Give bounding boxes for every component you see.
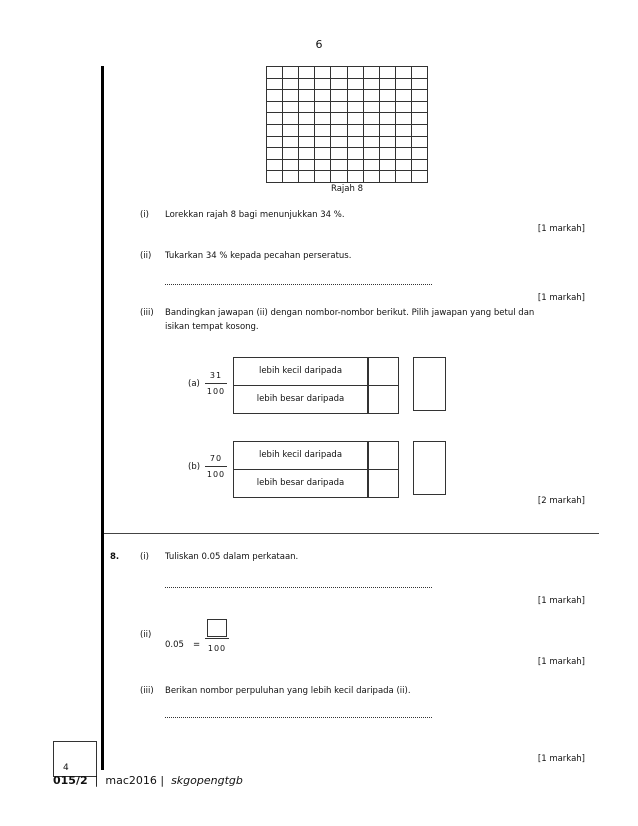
grid-cell[interactable] bbox=[315, 125, 331, 137]
grid-cell[interactable] bbox=[283, 148, 299, 160]
footer bbox=[53, 774, 243, 787]
grid-cell[interactable] bbox=[396, 137, 412, 149]
grid-cell[interactable] bbox=[396, 113, 412, 125]
grid-cell[interactable] bbox=[412, 171, 428, 183]
grid-cell[interactable] bbox=[315, 90, 331, 102]
grid-cell[interactable] bbox=[331, 102, 347, 114]
fraction-bar bbox=[205, 466, 227, 467]
grid-cell[interactable] bbox=[283, 90, 299, 102]
grid-cell[interactable] bbox=[299, 148, 315, 160]
grid-cell[interactable] bbox=[267, 79, 283, 91]
fraction-31-100 bbox=[205, 371, 227, 396]
tick-boxes-b bbox=[368, 441, 399, 498]
grid-cell[interactable] bbox=[267, 67, 283, 79]
grid-cell[interactable] bbox=[364, 113, 380, 125]
q8-i-text: Tuliskan 0.05 dalam perkataan. bbox=[165, 552, 299, 562]
equals-sign: = bbox=[193, 640, 201, 650]
choice-table-b bbox=[233, 441, 368, 498]
grid-cell[interactable] bbox=[348, 160, 364, 172]
box-number: 4 bbox=[63, 763, 69, 773]
fraction-bar bbox=[205, 638, 229, 639]
grid-cell[interactable] bbox=[412, 90, 428, 102]
grid-cell[interactable] bbox=[348, 137, 364, 149]
grid-cell[interactable] bbox=[364, 90, 380, 102]
figure-caption: Rajah 8 bbox=[331, 184, 363, 194]
option-greater-a: lebih besar daripada bbox=[256, 394, 345, 404]
fraction-numerator: 31 bbox=[209, 371, 223, 380]
grid-cell[interactable] bbox=[412, 113, 428, 125]
grid-cell[interactable] bbox=[283, 137, 299, 149]
grid-cell[interactable] bbox=[267, 102, 283, 114]
footer-sep-1: | bbox=[94, 774, 99, 787]
grid-cell[interactable] bbox=[267, 148, 283, 160]
grid-cell[interactable] bbox=[331, 67, 347, 79]
fraction-numerator: 70 bbox=[209, 454, 223, 463]
grid-cell[interactable] bbox=[396, 79, 412, 91]
footer-site: skgopengtgb bbox=[171, 774, 243, 787]
part-a-label: (a) bbox=[188, 379, 200, 389]
fraction-bar bbox=[205, 383, 227, 384]
grid-cell[interactable] bbox=[315, 171, 331, 183]
grid-cell[interactable] bbox=[396, 125, 412, 137]
grid-cell[interactable] bbox=[315, 113, 331, 125]
grid-cell[interactable] bbox=[396, 90, 412, 102]
tick-box-less-b[interactable] bbox=[369, 442, 398, 470]
grid-cell[interactable] bbox=[267, 90, 283, 102]
grid-cell[interactable] bbox=[412, 137, 428, 149]
q7-ii-number: (ii) bbox=[140, 251, 152, 261]
grid-cell[interactable] bbox=[283, 67, 299, 79]
grid-cell[interactable] bbox=[412, 125, 428, 137]
grid-cell[interactable] bbox=[283, 125, 299, 137]
grid-cell[interactable] bbox=[331, 113, 347, 125]
grid-cell[interactable] bbox=[412, 148, 428, 160]
q8-iii-text: Berikan nombor perpuluhan yang lebih kecil daripada (ii). bbox=[165, 686, 411, 696]
tick-box-less-a[interactable] bbox=[369, 358, 398, 386]
option-less-b: lebih kecil daripada bbox=[234, 442, 367, 470]
option-less-a: lebih kecil daripada bbox=[234, 358, 367, 386]
grid-cell[interactable] bbox=[331, 125, 347, 137]
grid-cell[interactable] bbox=[283, 113, 299, 125]
grid-cell[interactable] bbox=[283, 79, 299, 91]
grid-cell[interactable] bbox=[315, 137, 331, 149]
q7-ii-text: Tukarkan 34 % kepada pecahan perseratus. bbox=[165, 251, 352, 261]
grid-cell[interactable] bbox=[267, 160, 283, 172]
footer-code: 015/2 bbox=[53, 774, 88, 787]
q7-i-number: (i) bbox=[140, 210, 149, 220]
choice-table-a bbox=[233, 357, 368, 414]
grid-cell[interactable] bbox=[380, 90, 396, 102]
grid-cell[interactable] bbox=[331, 79, 347, 91]
grid-cell[interactable] bbox=[364, 137, 380, 149]
grid-cell[interactable] bbox=[364, 160, 380, 172]
q8-i-mark: [1 markah] bbox=[537, 596, 585, 606]
footer-date: mac2016 bbox=[105, 774, 157, 787]
grid-cell[interactable] bbox=[348, 171, 364, 183]
page-number: 6 bbox=[315, 38, 323, 51]
grid-cell[interactable] bbox=[267, 137, 283, 149]
q7-ii-mark: [1 markah] bbox=[537, 293, 585, 303]
grid-cell[interactable] bbox=[315, 102, 331, 114]
grid-cell[interactable] bbox=[315, 79, 331, 91]
grid-cell[interactable] bbox=[267, 125, 283, 137]
grid-cell[interactable] bbox=[348, 90, 364, 102]
grid-cell[interactable] bbox=[331, 160, 347, 172]
q8-i-answer-line[interactable] bbox=[165, 587, 432, 588]
grid-cell[interactable] bbox=[380, 160, 396, 172]
grid-cell[interactable] bbox=[364, 148, 380, 160]
grid-cell[interactable] bbox=[331, 137, 347, 149]
grid-cell[interactable] bbox=[348, 148, 364, 160]
grid-cell[interactable] bbox=[331, 148, 347, 160]
grid-cell[interactable] bbox=[380, 67, 396, 79]
grid-cell[interactable] bbox=[380, 79, 396, 91]
grid-cell[interactable] bbox=[380, 148, 396, 160]
grid-cell[interactable] bbox=[412, 102, 428, 114]
grid-cell[interactable] bbox=[348, 67, 364, 79]
grid-cell[interactable] bbox=[299, 125, 315, 137]
grid-cell[interactable] bbox=[396, 160, 412, 172]
grid-cell[interactable] bbox=[331, 90, 347, 102]
q8-ii-number: (ii) bbox=[140, 630, 152, 640]
grid-cell[interactable] bbox=[412, 67, 428, 79]
grid-cell[interactable] bbox=[364, 67, 380, 79]
page-box bbox=[53, 741, 97, 777]
section-divider bbox=[104, 533, 599, 534]
grid-cell[interactable] bbox=[299, 137, 315, 149]
part-b-label: (b) bbox=[188, 462, 201, 472]
grid-cell[interactable] bbox=[380, 125, 396, 137]
grid-cell[interactable] bbox=[380, 113, 396, 125]
q8-ii-mark: [1 markah] bbox=[537, 657, 585, 667]
grid-cell[interactable] bbox=[283, 102, 299, 114]
hundred-square-grid[interactable] bbox=[266, 66, 428, 183]
q8-iii-answer-line[interactable] bbox=[165, 717, 432, 718]
grid-cell[interactable] bbox=[299, 90, 315, 102]
q7-i-mark: [1 markah] bbox=[537, 224, 585, 234]
grid-cell[interactable] bbox=[364, 171, 380, 183]
grid-cell[interactable] bbox=[364, 79, 380, 91]
grid-cell[interactable] bbox=[315, 67, 331, 79]
q8-iii-mark: [1 markah] bbox=[537, 754, 585, 764]
q8-i-number: (i) bbox=[140, 552, 149, 562]
q8-ii-denominator: 100 bbox=[207, 644, 227, 653]
q7-ii-answer-line[interactable] bbox=[165, 284, 432, 285]
grid-cell[interactable] bbox=[299, 171, 315, 183]
tick-boxes-a bbox=[368, 357, 399, 414]
fraction-denominator: 100 bbox=[206, 470, 226, 479]
grid-cell[interactable] bbox=[348, 125, 364, 137]
fraction-70-100 bbox=[205, 454, 227, 479]
q7-iii-text-2: isikan tempat kosong. bbox=[165, 322, 259, 332]
grid-cell[interactable] bbox=[380, 171, 396, 183]
grid-cell[interactable] bbox=[315, 148, 331, 160]
fraction-denominator: 100 bbox=[206, 387, 226, 396]
grid-cell[interactable] bbox=[364, 102, 380, 114]
answer-box-b[interactable] bbox=[413, 441, 446, 495]
grid-cell[interactable] bbox=[315, 160, 331, 172]
grid-cell[interactable] bbox=[348, 102, 364, 114]
grid-cell[interactable] bbox=[380, 102, 396, 114]
q8-ii-lhs: 0.05 bbox=[165, 640, 184, 650]
q7-iii-text-1: Bandingkan jawapan (ii) dengan nombor-nombor berikut. Pilih jawapan yang betul dan bbox=[165, 308, 535, 318]
grid-cell[interactable] bbox=[396, 171, 412, 183]
grid-cell[interactable] bbox=[396, 67, 412, 79]
tick-box-greater-a[interactable] bbox=[369, 386, 398, 413]
grid-cell[interactable] bbox=[348, 79, 364, 91]
grid-cell[interactable] bbox=[331, 171, 347, 183]
grid-cell[interactable] bbox=[299, 160, 315, 172]
q7-iii-number: (iii) bbox=[140, 308, 154, 318]
grid-cell[interactable] bbox=[299, 113, 315, 125]
grid-cell[interactable] bbox=[412, 79, 428, 91]
answer-box-a[interactable] bbox=[413, 357, 446, 411]
q8-iii-number: (iii) bbox=[140, 686, 154, 696]
grid-cell[interactable] bbox=[348, 113, 364, 125]
grid-cell[interactable] bbox=[299, 67, 315, 79]
grid-cell[interactable] bbox=[380, 137, 396, 149]
grid-cell[interactable] bbox=[267, 171, 283, 183]
grid-cell[interactable] bbox=[364, 125, 380, 137]
grid-cell[interactable] bbox=[299, 79, 315, 91]
grid-cell[interactable] bbox=[412, 160, 428, 172]
tick-box-greater-b[interactable] bbox=[369, 470, 398, 497]
q7-iii-mark: [2 markah] bbox=[537, 496, 585, 506]
grid-cell[interactable] bbox=[396, 102, 412, 114]
grid-cell[interactable] bbox=[283, 160, 299, 172]
q7-i-text: Lorekkan rajah 8 bagi menunjukkan 34 %. bbox=[165, 210, 345, 220]
grid-cell[interactable] bbox=[299, 102, 315, 114]
grid-cell[interactable] bbox=[267, 113, 283, 125]
q8-number: 8. bbox=[110, 552, 120, 562]
footer-sep-2: | bbox=[160, 774, 165, 787]
grid-cell[interactable] bbox=[396, 148, 412, 160]
numerator-answer-box[interactable] bbox=[207, 619, 227, 637]
grid-cell[interactable] bbox=[283, 171, 299, 183]
option-greater-b: lebih besar daripada bbox=[256, 478, 345, 488]
margin-bar bbox=[101, 66, 104, 770]
